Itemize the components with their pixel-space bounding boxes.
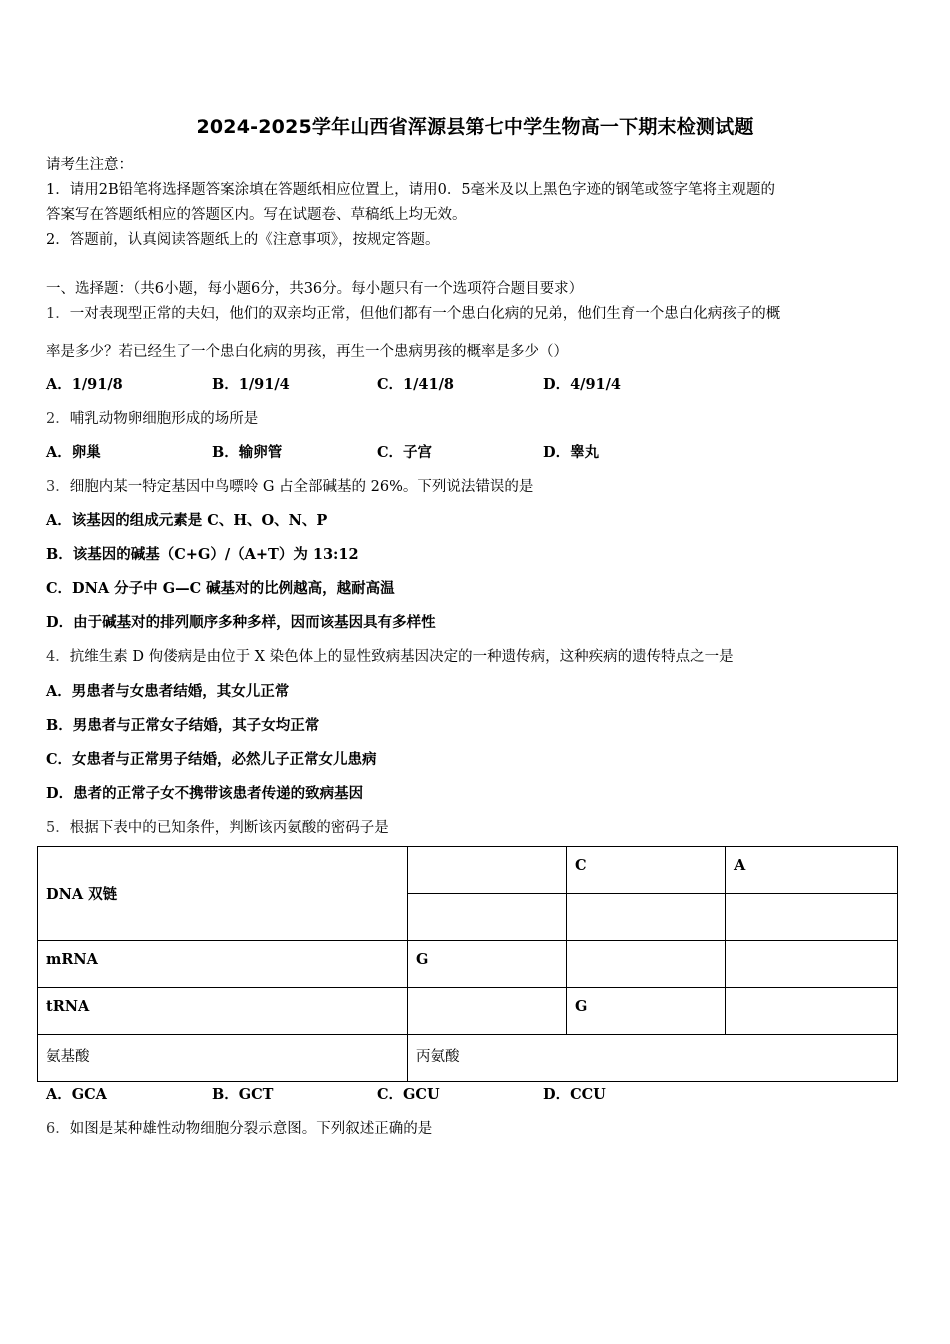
question-1-line-2: 率是多少？若已经生了一个患白化病的男孩，再生一个患病男孩的概率是多少（） [46,344,568,360]
question-5 [46,816,389,837]
q3-option-c: C．DNA 分子中 G—C 碱基对的比例越高，越耐高温 [46,580,395,597]
q1-option-a: A．1/91/8 [46,376,123,393]
q2-option-d: D．睾丸 [543,444,600,461]
mrna-cell-2 [567,941,726,988]
mrna-label-cell: mRNA [38,941,408,988]
question-text: 哺乳动物卵细胞形成的场所是 [69,411,259,427]
dna-cell-1 [408,847,567,894]
dna-label-cell: DNA 双链 [38,847,408,941]
dna-cell-2: C [567,847,726,894]
section-heading: 一、选择题：（共6小题，每小题6分，共36分。每小题只有一个选项符合题目要求） [46,281,584,297]
question-3 [46,475,533,496]
question-text: 根据下表中的已知条件，判断该丙氨酸的密码子是 [69,820,389,836]
q1-option-c: C．1/41/8 [377,376,454,393]
q3-option-d: D．由于碱基对的排列顺序多种多样，因而该基因具有多样性 [46,614,436,631]
genetic-code-table [37,846,898,1082]
notice-item-2: 2．答题前，认真阅读答题纸上的《注意事项》，按规定答题。 [46,232,440,248]
dna-cell-6 [726,894,898,941]
question-2 [46,407,258,428]
mrna-cell-3 [726,941,898,988]
notice-heading: 请考生注意： [46,157,133,173]
q3-option-a: A．该基因的组成元素是 C、H、O、N、P [46,512,328,529]
q4-option-c: C．女患者与正常男子结婚，必然儿子正常女儿患病 [46,751,377,768]
trna-cell-2: G [567,988,726,1035]
trna-cell-3 [726,988,898,1035]
mrna-cell-1: G [408,941,567,988]
question-number: 1． [46,306,70,322]
q1-option-d: D．4/91/4 [543,376,622,393]
question-number: 6． [46,1121,70,1137]
notice-item-1-line-1: 1．请用2B铅笔将选择题答案涂填在答题纸相应位置上，请用0．5毫米及以上黑色字迹的钢笔或签字笔将主观题的 [46,182,776,198]
question-6 [46,1117,432,1138]
q5-option-b: B．GCT [212,1086,274,1103]
question-number: 5． [46,820,70,836]
page-title: 2024-2025学年山西省浑源县第七中学生物高一下期末检测试题 [196,116,754,138]
q1-option-b: B．1/91/4 [212,376,290,393]
q4-option-a: A．男患者与女患者结婚，其女儿正常 [46,683,290,700]
dna-cell-4 [408,894,567,941]
dna-cell-5 [567,894,726,941]
q2-option-c: C．子宫 [377,444,433,461]
notice-item-1-line-2: 答案写在答题纸相应的答题区内。写在试题卷、草稿纸上均无效。 [46,207,467,223]
question-1 [46,302,780,323]
q2-option-b: B．输卵管 [212,444,283,461]
question-text: 抗维生素 D 佝偻病是由位于 X 染色体上的显性致病基因决定的一种遗传病，这种疾病的遗传特点之一是 [69,649,734,665]
question-text: 一对表现型正常的夫妇，他们的双亲均正常，但他们都有一个患白化病的兄弟，他们生育一个患白化病孩子的概 [69,306,781,322]
amino-acid-value-cell: 丙氨酸 [408,1035,898,1082]
q2-option-a: A．卵巢 [46,444,101,461]
dna-cell-3: A [726,847,898,894]
q3-option-b: B．该基因的碱基（C+G）/（A+T）为 13:12 [46,546,359,563]
question-number: 4． [46,649,70,665]
question-number: 2． [46,411,70,427]
trna-cell-1 [408,988,567,1035]
amino-acid-label-cell: 氨基酸 [38,1035,408,1082]
q4-option-d: D．患者的正常子女不携带该患者传递的致病基因 [46,785,364,802]
q4-option-b: B．男患者与正常女子结婚，其子女均正常 [46,717,320,734]
question-4 [46,645,734,666]
q5-option-d: D．CCU [543,1086,606,1103]
q5-option-a: A．GCA [46,1086,107,1103]
question-text: 细胞内某一特定基因中鸟嘌呤 G 占全部碱基的 26%。下列说法错误的是 [69,479,534,495]
question-number: 3． [46,479,70,495]
trna-label-cell: tRNA [38,988,408,1035]
question-text: 如图是某种雄性动物细胞分裂示意图。下列叙述正确的是 [69,1121,433,1137]
q5-option-c: C．GCU [377,1086,440,1103]
